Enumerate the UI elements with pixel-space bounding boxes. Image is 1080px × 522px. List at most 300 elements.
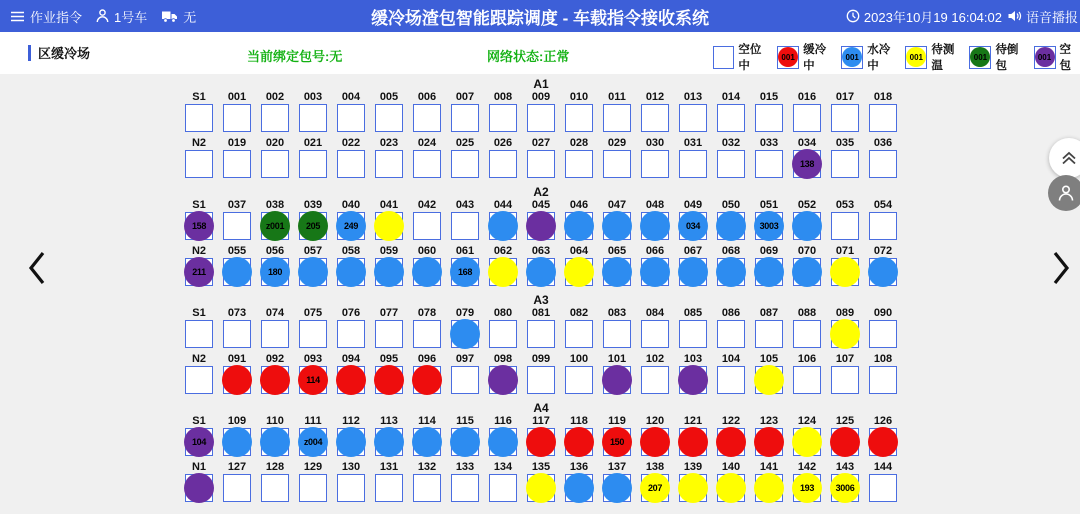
grid-cell[interactable]: [603, 104, 631, 132]
grid-cell[interactable]: [375, 366, 403, 394]
bag-circle: [678, 427, 708, 457]
slot: [793, 353, 821, 394]
bag-circle: [298, 257, 328, 287]
slot-number: 029: [607, 137, 627, 149]
grid-cell[interactable]: [831, 320, 859, 348]
grid-cell[interactable]: [185, 212, 213, 240]
slot-number: 045: [531, 199, 551, 211]
slot-number: 099: [531, 353, 551, 365]
grid-cell[interactable]: [527, 366, 555, 394]
grid-cell[interactable]: [337, 366, 365, 394]
grid-cell[interactable]: [489, 320, 517, 348]
bag-circle: [412, 257, 442, 287]
grid-cell[interactable]: [831, 212, 859, 240]
slot-number: 012: [645, 91, 665, 103]
slot-number: 006: [417, 91, 437, 103]
grid-cell[interactable]: [793, 104, 821, 132]
grid-cell[interactable]: [565, 320, 593, 348]
grid-cell[interactable]: [261, 320, 289, 348]
grid-cell[interactable]: [869, 366, 897, 394]
grid-cell[interactable]: [451, 212, 479, 240]
grid-cell[interactable]: [869, 258, 897, 286]
grid-cell[interactable]: [375, 104, 403, 132]
grid-cell[interactable]: [869, 474, 897, 502]
grid-cell[interactable]: [337, 428, 365, 456]
slot-number: 068: [721, 245, 741, 257]
grid-cell[interactable]: [299, 320, 327, 348]
grid-cell[interactable]: [793, 320, 821, 348]
avatar-person-icon: [1056, 183, 1076, 203]
grid-cell[interactable]: [679, 104, 707, 132]
slot: [565, 307, 593, 348]
grid-cell[interactable]: [185, 428, 213, 456]
grid-cell[interactable]: [451, 258, 479, 286]
grid-cell[interactable]: [413, 258, 441, 286]
grid-cell[interactable]: [869, 212, 897, 240]
grid-cell[interactable]: [603, 428, 631, 456]
grid-cell[interactable]: [755, 258, 783, 286]
slot: [375, 353, 403, 394]
grid-cell[interactable]: [413, 428, 441, 456]
grid-cell[interactable]: [375, 320, 403, 348]
bag-circle: [868, 257, 898, 287]
grid-cell[interactable]: [641, 366, 669, 394]
slot-number: S1: [192, 91, 206, 103]
grid-cell[interactable]: [641, 428, 669, 456]
slot-number: 016: [797, 91, 817, 103]
grid-cell[interactable]: [185, 258, 213, 286]
slot-number: 097: [455, 353, 475, 365]
bag-circle: [526, 211, 556, 241]
slot: [603, 307, 631, 348]
voice-broadcast-button[interactable]: [1007, 7, 1078, 26]
grid-cell[interactable]: [603, 320, 631, 348]
slot-number: 058: [341, 245, 361, 257]
grid-cell[interactable]: [717, 212, 745, 240]
grid-cell[interactable]: [679, 258, 707, 286]
slot-number: 005: [379, 91, 399, 103]
grid-cell[interactable]: [223, 320, 251, 348]
chevron-left-icon: [26, 250, 48, 286]
slot-number: 102: [645, 353, 665, 365]
bag-circle: 211: [184, 257, 214, 287]
slot-number: 105: [759, 353, 779, 365]
slot: [679, 199, 707, 240]
grid-cell[interactable]: [185, 474, 213, 502]
grid-cell[interactable]: [527, 320, 555, 348]
grid-cell[interactable]: [261, 474, 289, 502]
grid-cell[interactable]: [489, 428, 517, 456]
grid-cell[interactable]: [451, 320, 479, 348]
bag-circle: [526, 257, 556, 287]
grid-cell[interactable]: [869, 428, 897, 456]
bag-circle: [450, 319, 480, 349]
grid-cell[interactable]: [527, 212, 555, 240]
grid-cell[interactable]: [527, 150, 555, 178]
grid-cell[interactable]: [261, 150, 289, 178]
bag-circle: [336, 365, 366, 395]
grid-cell[interactable]: [679, 212, 707, 240]
slot-number: S1: [192, 415, 206, 427]
slot-number: 109: [227, 415, 247, 427]
slot: [185, 91, 213, 132]
bag-circle: 205: [298, 211, 328, 241]
grid-cell[interactable]: [527, 104, 555, 132]
slot: [413, 353, 441, 394]
slot: [831, 461, 859, 502]
slot-number: 116: [494, 415, 512, 427]
slot: [603, 91, 631, 132]
slot-number: 025: [455, 137, 475, 149]
grid-cell[interactable]: [261, 366, 289, 394]
slot-row: [185, 199, 897, 240]
grid-cell[interactable]: [451, 366, 479, 394]
slot: [565, 353, 593, 394]
grid-cell[interactable]: [565, 150, 593, 178]
grid-cell[interactable]: [603, 366, 631, 394]
grid-cell[interactable]: [793, 428, 821, 456]
grid-cell[interactable]: [565, 366, 593, 394]
grid-cell[interactable]: [375, 150, 403, 178]
grid-cell[interactable]: [717, 104, 745, 132]
slot: [831, 415, 859, 456]
grid-cell[interactable]: [223, 258, 251, 286]
grid-cell[interactable]: [831, 150, 859, 178]
grid-cell[interactable]: [793, 258, 821, 286]
yard-section: [185, 186, 897, 286]
slot: [831, 91, 859, 132]
legend-item: [713, 41, 770, 73]
grid-cell[interactable]: [869, 104, 897, 132]
grid-cell[interactable]: [641, 150, 669, 178]
grid-cell[interactable]: [261, 428, 289, 456]
bag-circle: [450, 427, 480, 457]
grid-cell[interactable]: [793, 474, 821, 502]
work-order-menu-button[interactable]: [10, 7, 82, 26]
grid-cell[interactable]: [375, 212, 403, 240]
user-avatar-button[interactable]: [1048, 175, 1080, 211]
legend-item: [841, 41, 898, 73]
grid-cell[interactable]: [793, 366, 821, 394]
slot-number: 008: [493, 91, 513, 103]
section-title: A3: [533, 293, 549, 307]
grid-cell[interactable]: [831, 366, 859, 394]
slot: [375, 91, 403, 132]
grid-cell[interactable]: [679, 366, 707, 394]
grid-cell[interactable]: [299, 366, 327, 394]
slot: [413, 199, 441, 240]
grid-cell[interactable]: [565, 104, 593, 132]
grid-cell[interactable]: [337, 320, 365, 348]
grid-cell[interactable]: [603, 474, 631, 502]
slot-number: 117: [532, 415, 550, 427]
grid-cell[interactable]: [223, 428, 251, 456]
grid-cell[interactable]: [337, 212, 365, 240]
slot: [185, 199, 213, 240]
slot: [299, 353, 327, 394]
grid-cell[interactable]: [299, 258, 327, 286]
grid-cell[interactable]: [185, 320, 213, 348]
slot: [603, 461, 631, 502]
grid-cell[interactable]: [717, 150, 745, 178]
slot-number: 118: [570, 415, 588, 427]
bag-circle: [602, 257, 632, 287]
grid-cell[interactable]: [223, 104, 251, 132]
grid-cell[interactable]: [451, 150, 479, 178]
grid-cell[interactable]: [337, 104, 365, 132]
slot-number: 053: [835, 199, 855, 211]
grid-cell[interactable]: [337, 150, 365, 178]
grid-cell[interactable]: [299, 212, 327, 240]
grid-cell[interactable]: [185, 104, 213, 132]
slot-number: 107: [835, 353, 855, 365]
slot-number: 108: [873, 353, 893, 365]
grid-cell[interactable]: [375, 474, 403, 502]
slot: [299, 245, 327, 286]
slot-number: 075: [303, 307, 323, 319]
slot: [603, 137, 631, 178]
slot-number: 018: [873, 91, 893, 103]
slot-number: 003: [303, 91, 323, 103]
grid-cell[interactable]: [489, 104, 517, 132]
slot: [261, 461, 289, 502]
prev-yard-arrow[interactable]: [26, 250, 48, 286]
grid-cell[interactable]: [299, 150, 327, 178]
slot: [261, 91, 289, 132]
grid-cell[interactable]: [565, 474, 593, 502]
bag-circle: [526, 473, 556, 503]
grid-cell[interactable]: [717, 320, 745, 348]
slot: [755, 199, 783, 240]
grid-cell[interactable]: [793, 150, 821, 178]
slot-row: [185, 137, 897, 178]
slot-number: 051: [759, 199, 779, 211]
voice-broadcast-label: 语音播报: [1025, 9, 1078, 25]
slot-number: 011: [608, 91, 626, 103]
grid-cell[interactable]: [793, 212, 821, 240]
slot-number: 138: [645, 461, 665, 473]
slot-number: 079: [455, 307, 475, 319]
grid-cell[interactable]: [755, 212, 783, 240]
slot: [527, 353, 555, 394]
grid-cell[interactable]: [451, 428, 479, 456]
grid-cell[interactable]: [489, 258, 517, 286]
bag-circle: [640, 257, 670, 287]
grid-cell[interactable]: [489, 150, 517, 178]
bag-circle: [716, 257, 746, 287]
grid-cell[interactable]: [299, 428, 327, 456]
slot: [337, 245, 365, 286]
grid-cell[interactable]: [413, 320, 441, 348]
bag-circle: [336, 257, 366, 287]
slot-number: 022: [341, 137, 361, 149]
bag-circle: [488, 257, 518, 287]
grid-cell[interactable]: [641, 474, 669, 502]
slot-number: 142: [797, 461, 817, 473]
legend-bag-circle: 001: [1035, 47, 1055, 67]
grid-cell[interactable]: [755, 150, 783, 178]
slot: [223, 137, 251, 178]
grid-cell[interactable]: [413, 366, 441, 394]
grid-cell[interactable]: [185, 366, 213, 394]
slot: [755, 307, 783, 348]
grid-cell[interactable]: [223, 366, 251, 394]
slot: [375, 461, 403, 502]
slot-number: 043: [455, 199, 475, 211]
grid-cell[interactable]: [527, 258, 555, 286]
grid-cell[interactable]: [717, 258, 745, 286]
slot: [603, 245, 631, 286]
slot: [679, 353, 707, 394]
yard-section: [185, 294, 897, 394]
slot-number: 106: [797, 353, 817, 365]
grid-cell[interactable]: [679, 428, 707, 456]
grid-cell[interactable]: [261, 258, 289, 286]
slot-number: 028: [569, 137, 589, 149]
grid-cell[interactable]: [679, 474, 707, 502]
grid-cell[interactable]: [679, 320, 707, 348]
legend-slot-box: [713, 46, 734, 69]
grid-cell[interactable]: [299, 474, 327, 502]
grid-cell[interactable]: [489, 212, 517, 240]
grid-cell[interactable]: [869, 150, 897, 178]
vehicle-label: 1号车: [114, 9, 148, 25]
slot: [717, 353, 745, 394]
slot-number: 088: [797, 307, 817, 319]
truck-icon: [161, 10, 178, 23]
grid-cell[interactable]: [527, 474, 555, 502]
grid-cell[interactable]: [755, 104, 783, 132]
grid-cell[interactable]: [565, 212, 593, 240]
slot-number: 136: [569, 461, 589, 473]
grid-cell[interactable]: [831, 104, 859, 132]
grid-cell[interactable]: [185, 150, 213, 178]
grid-cell[interactable]: [641, 104, 669, 132]
bound-bag-status: 当前绑定包号:无: [247, 49, 343, 64]
slot-number: S1: [192, 307, 206, 319]
grid-cell[interactable]: [717, 366, 745, 394]
grid-cell[interactable]: [755, 474, 783, 502]
slot-number: 144: [873, 461, 893, 473]
grid-cell[interactable]: [831, 428, 859, 456]
slot-number: N2: [191, 137, 207, 149]
slot-number: 123: [759, 415, 779, 427]
slot-row: [185, 91, 897, 132]
bag-circle: [868, 427, 898, 457]
slot-number: 141: [759, 461, 779, 473]
grid-cell[interactable]: [451, 104, 479, 132]
grid-cell[interactable]: [603, 258, 631, 286]
vehicle-selector[interactable]: [96, 7, 147, 26]
grid-cell[interactable]: [717, 428, 745, 456]
grid-cell[interactable]: [451, 474, 479, 502]
slot: [565, 91, 593, 132]
slot: [489, 415, 517, 456]
grid-cell[interactable]: [641, 212, 669, 240]
slot-number: 094: [341, 353, 361, 365]
slot: [299, 415, 327, 456]
grid-cell[interactable]: [413, 474, 441, 502]
grid-cell[interactable]: [565, 428, 593, 456]
grid-cell[interactable]: [413, 104, 441, 132]
grid-cell[interactable]: [755, 320, 783, 348]
grid-cell[interactable]: [603, 212, 631, 240]
bag-circle: [412, 427, 442, 457]
grid-cell[interactable]: [869, 320, 897, 348]
slot-number: 083: [607, 307, 627, 319]
legend-item: [905, 41, 962, 73]
slot-number: 062: [493, 245, 513, 257]
grid-cell[interactable]: [261, 212, 289, 240]
slot: [489, 353, 517, 394]
slot: [337, 199, 365, 240]
grid-cell[interactable]: [527, 428, 555, 456]
slot: [299, 91, 327, 132]
grid-cell[interactable]: [337, 474, 365, 502]
slot: [869, 353, 897, 394]
grid-cell[interactable]: [413, 150, 441, 178]
grid-cell[interactable]: [223, 474, 251, 502]
next-yard-arrow[interactable]: [1050, 250, 1072, 286]
grid-cell[interactable]: [489, 474, 517, 502]
grid-cell[interactable]: [489, 366, 517, 394]
grid-cell[interactable]: [755, 366, 783, 394]
yard-grid-area: [0, 74, 1080, 514]
bag-circle: [640, 211, 670, 241]
slot: [565, 415, 593, 456]
bag-circle: [374, 211, 404, 241]
slot: [261, 199, 289, 240]
grid-cell[interactable]: [565, 258, 593, 286]
grid-cell[interactable]: [831, 474, 859, 502]
grid-cell[interactable]: [337, 258, 365, 286]
slot: [641, 91, 669, 132]
slot-number: 133: [455, 461, 475, 473]
grid-cell[interactable]: [679, 150, 707, 178]
slot: [223, 461, 251, 502]
grid-cell[interactable]: [223, 150, 251, 178]
grid-cell[interactable]: [375, 428, 403, 456]
grid-cell[interactable]: [717, 474, 745, 502]
slot-number: N2: [191, 245, 207, 257]
slot: [223, 353, 251, 394]
slot-number: 026: [493, 137, 513, 149]
slot-number: 077: [379, 307, 399, 319]
bag-circle: [488, 427, 518, 457]
grid-cell[interactable]: [223, 212, 251, 240]
grid-cell[interactable]: [299, 104, 327, 132]
slot-number: 035: [835, 137, 855, 149]
grid-cell[interactable]: [641, 320, 669, 348]
slot-number: 087: [759, 307, 779, 319]
slot: [641, 415, 669, 456]
bag-circle: [754, 365, 784, 395]
grid-cell[interactable]: [375, 258, 403, 286]
slot-number: 030: [645, 137, 665, 149]
bag-circle: [678, 473, 708, 503]
slot: [223, 307, 251, 348]
grid-cell[interactable]: [261, 104, 289, 132]
grid-cell[interactable]: [603, 150, 631, 178]
grid-cell[interactable]: [413, 212, 441, 240]
grid-cell[interactable]: [755, 428, 783, 456]
bag-circle: [488, 365, 518, 395]
slot: [261, 307, 289, 348]
bag-circle: [184, 473, 214, 503]
grid-cell[interactable]: [641, 258, 669, 286]
grid-cell[interactable]: [831, 258, 859, 286]
network-status: 网络状态:正常: [487, 49, 570, 64]
